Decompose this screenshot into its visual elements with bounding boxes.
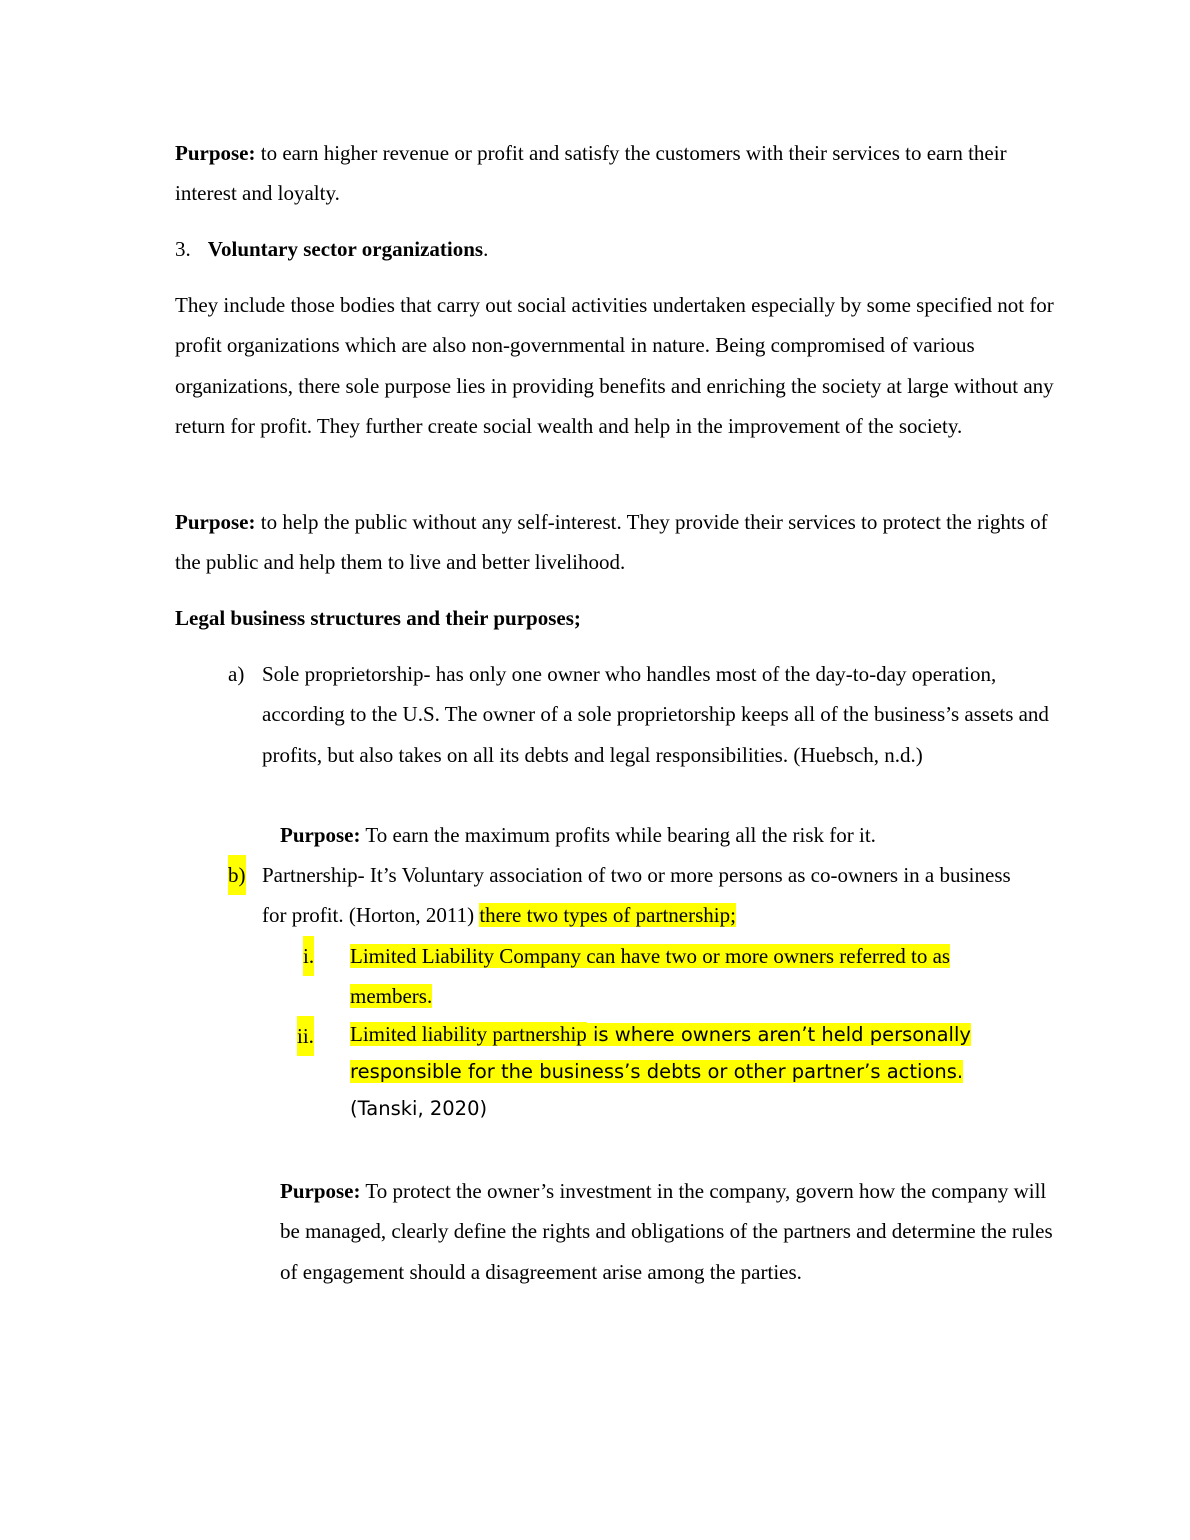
purpose-text: To protect the owner’s investment in the company, govern how the company will be managed, clearly define the rights and obligations of the partners and determine the rules of engagement should a disagreement arise among the parties.: [280, 1179, 1053, 1284]
paragraph-purpose-sole: [280, 815, 1050, 855]
heading-title: Voluntary sector organizations: [207, 237, 484, 261]
list-item-sole-proprietorship: Sole proprietorship- has only one owner who handles most of the day-to-day operation, according to the U.S. The owner of a sole proprietorship keeps all of the business’s assets and profits, but also takes on all its debts and legal responsibilities. (Huebsch, n.d.): [262, 662, 1049, 767]
llc-text: Limited Liability Company can have two or more owners referred to as members.: [350, 944, 951, 1009]
partnership-text: Partnership- It’s Voluntary association of two or more persons as co-owners in a business for profit. (Horton, 2011): [262, 863, 1011, 928]
purpose-text: To earn the maximum profits while bearing all the risk for it.: [360, 823, 876, 847]
llp-serif-text: Limited liability partnership: [350, 1022, 587, 1046]
llp-citation: (Tanski, 2020): [350, 1097, 488, 1120]
purpose-text: to help the public without any self-interest. They provide their services to protect the rights of the public and help them to live and better livelihood.: [175, 510, 1048, 575]
list-label-a: a): [228, 662, 245, 686]
heading-tail: .: [483, 237, 489, 261]
heading-voluntary-sector: [175, 229, 1055, 269]
list-label-b: b): [228, 855, 246, 895]
purpose-text: to earn higher revenue or profit and satisfy the customers with their services to earn their interest and loyalty.: [175, 141, 1007, 206]
purpose-label: Purpose:: [280, 823, 361, 847]
sub-item-llp: [350, 1016, 1050, 1127]
paragraph-purpose-private: [175, 133, 1055, 214]
heading-legal-structures: Legal business structures and their purposes;: [175, 606, 581, 630]
partnership-highlight: there two types of partnership;: [479, 903, 736, 928]
purpose-label: Purpose:: [280, 1179, 361, 1203]
paragraph-purpose-partnership: [280, 1171, 1055, 1292]
list-item-partnership: [262, 855, 1032, 936]
sub-label-ii: ii.: [297, 1016, 314, 1056]
purpose-label: Purpose:: [175, 510, 256, 534]
heading-number: 3.: [175, 237, 191, 261]
sub-label-i: i.: [303, 936, 314, 976]
llp-sans-text: is where owners aren’t held personally responsible for the business’s debts or other partner’s actions.: [350, 1023, 971, 1083]
sub-item-llc: [350, 936, 1030, 1017]
paragraph-purpose-voluntary: [175, 502, 1055, 583]
paragraph-voluntary-description: They include those bodies that carry out social activities undertaken especially by some specified not for profit organizations which are also non-governmental in nature. Being compromised of various organizations, there sole purpose lies in providing benefits and enriching the society at large without any return for profit. They further create social wealth and help in the improvement of the society.: [175, 293, 1054, 438]
purpose-label: Purpose:: [175, 141, 256, 165]
